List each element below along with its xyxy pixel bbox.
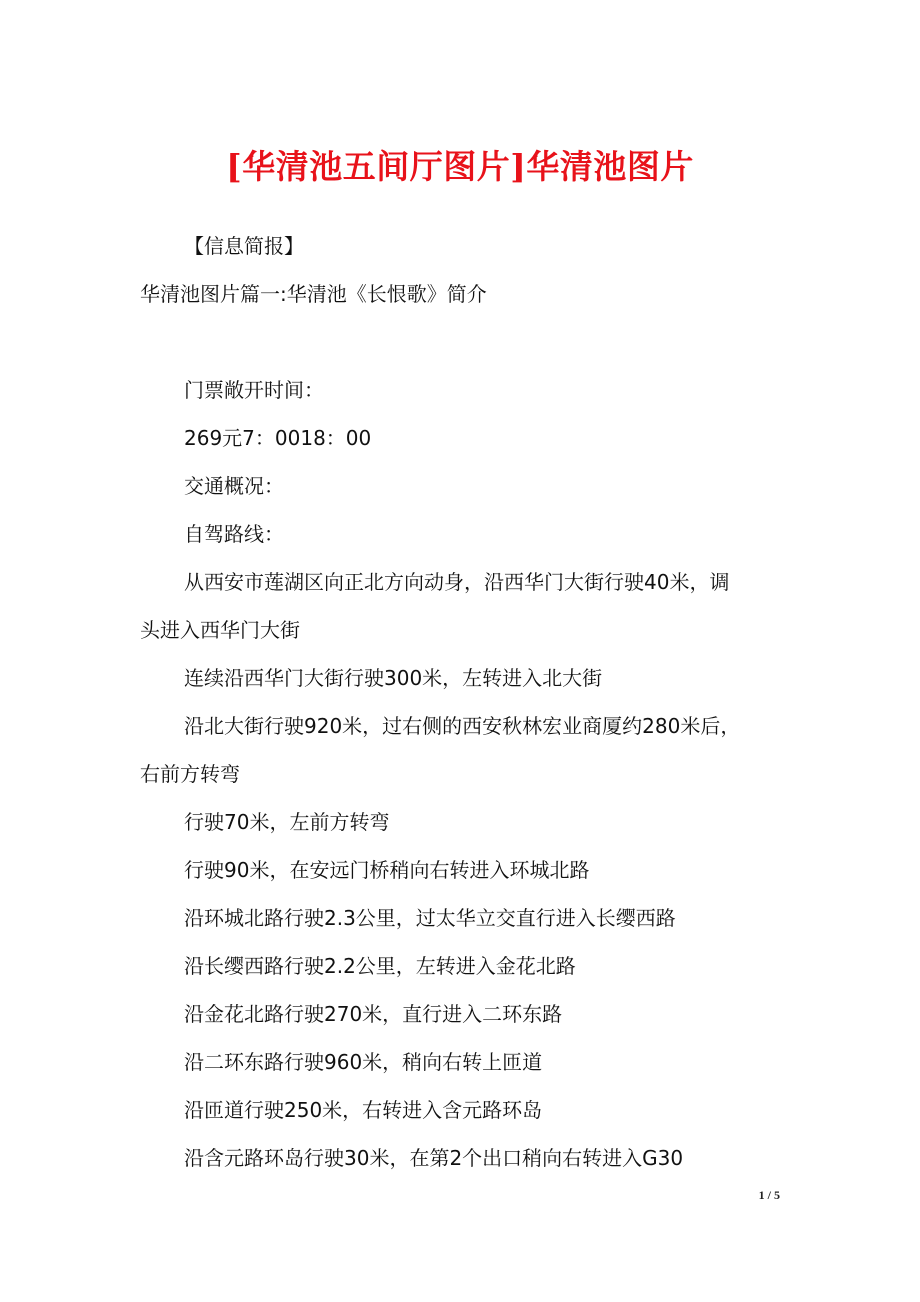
paragraph-line: 沿二环东路行驶960米，稍向右转上匝道	[184, 1050, 543, 1074]
paragraph-line: 沿匝道行驶250米，右转进入含元路环岛	[184, 1098, 543, 1122]
paragraph-line: 右前方转弯	[140, 762, 240, 786]
article-subtitle: 华清池图片篇一:华清池《长恨歌》简介	[140, 282, 487, 306]
paragraph-line: 行驶90米，在安远门桥稍向右转进入环城北路	[184, 858, 590, 882]
paragraph-line: 交通概况：	[184, 474, 284, 498]
blank-line	[140, 318, 790, 366]
paragraph-line: 行驶70米，左前方转弯	[184, 810, 390, 834]
document-title: [华清池五间厅图片]华清池图片	[226, 147, 694, 186]
paragraph-line: 沿环城北路行驶2.3公里，过太华立交直行进入长缨西路	[184, 906, 676, 930]
paragraph-line: 沿含元路环岛行驶30米，在第2个出口稍向右转进入G30	[184, 1146, 684, 1170]
paragraph-line: 沿北大街行驶920米，过右侧的西安秋林宏业商厦约280米后，	[184, 714, 741, 738]
page-number: 1 / 5	[758, 1188, 780, 1202]
paragraph-line: 自驾路线：	[184, 522, 284, 546]
paragraph-line: 269元7：0018：00	[184, 426, 372, 450]
document-body	[140, 222, 790, 1182]
paragraph-line: 门票敞开时间：	[184, 378, 324, 402]
section-heading: 【信息简报】	[184, 234, 304, 258]
paragraph-line: 头进入西华门大街	[140, 618, 300, 642]
paragraph-line: 沿长缨西路行驶2.2公里，左转进入金花北路	[184, 954, 576, 978]
paragraph-line: 沿金花北路行驶270米，直行进入二环东路	[184, 1002, 563, 1026]
paragraph-line: 从西安市莲湖区向正北方向动身，沿西华门大街行驶40米，调	[184, 570, 730, 594]
paragraph-line: 连续沿西华门大街行驶300米，左转进入北大街	[184, 666, 603, 690]
